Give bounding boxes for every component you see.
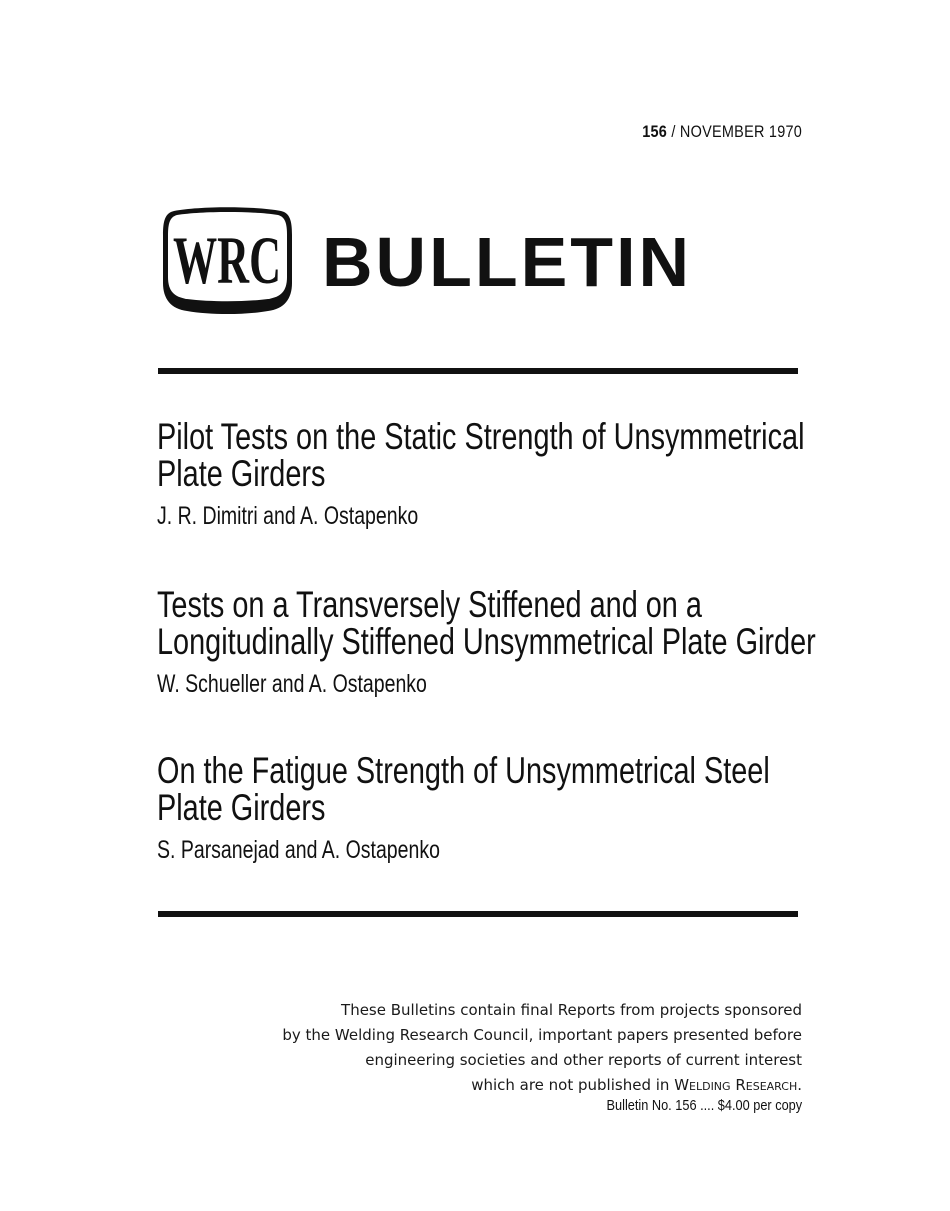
description-line-4 <box>282 1073 802 1098</box>
article-3-authors: S. Parsanejad and A. Ostapenko <box>157 836 440 864</box>
article-2-title-line-2: Longitudinally Stiffened Unsymmetrical Plate Girder <box>157 621 816 662</box>
article-2-authors: W. Schueller and A. Ostapenko <box>157 670 427 698</box>
article-2-title-line-1: Tests on a Transversely Stiffened and on a <box>157 584 702 625</box>
issue-info <box>642 122 802 142</box>
issue-date: NOVEMBER 1970 <box>679 122 802 141</box>
article-1-title-line-1: Pilot Tests on the Static Strength of Unsymmetrical <box>157 416 805 457</box>
description-line-2: by the Welding Research Council, important papers presented before <box>282 1026 802 1044</box>
bulletin-description <box>282 998 802 1098</box>
article-3-title-line-1: On the Fatigue Strength of Unsymmetrical Steel <box>157 750 770 791</box>
article-1-authors: J. R. Dimitri and A. Ostapenko <box>157 502 419 530</box>
description-line-1: These Bulletins contain final Reports from projects sponsored <box>341 1001 802 1019</box>
description-line-3: engineering societies and other reports of current interest <box>365 1051 802 1069</box>
description-line-4-prefix: which are not published in <box>471 1076 675 1094</box>
issue-separator: / <box>671 122 676 141</box>
top-divider <box>158 368 798 374</box>
bottom-divider <box>158 911 798 917</box>
description-line-4-suffix: . <box>797 1076 802 1094</box>
price-line: Bulletin No. 156 .... $4.00 per copy <box>606 1097 802 1114</box>
article-1 <box>157 418 917 530</box>
issue-number: 156 <box>642 122 667 141</box>
article-1-title-line-2: Plate Girders <box>157 453 326 494</box>
wrc-logo <box>160 205 295 315</box>
bulletin-title: BULLETIN <box>322 223 693 301</box>
logo-letters: WRC <box>173 222 281 298</box>
journal-name: Welding Research <box>674 1076 798 1094</box>
article-3-title-line-2: Plate Girders <box>157 787 326 828</box>
article-2-title <box>157 584 816 662</box>
article-2 <box>157 586 917 698</box>
article-3 <box>157 752 917 864</box>
article-3-title <box>157 750 770 828</box>
article-1-title <box>157 416 805 494</box>
